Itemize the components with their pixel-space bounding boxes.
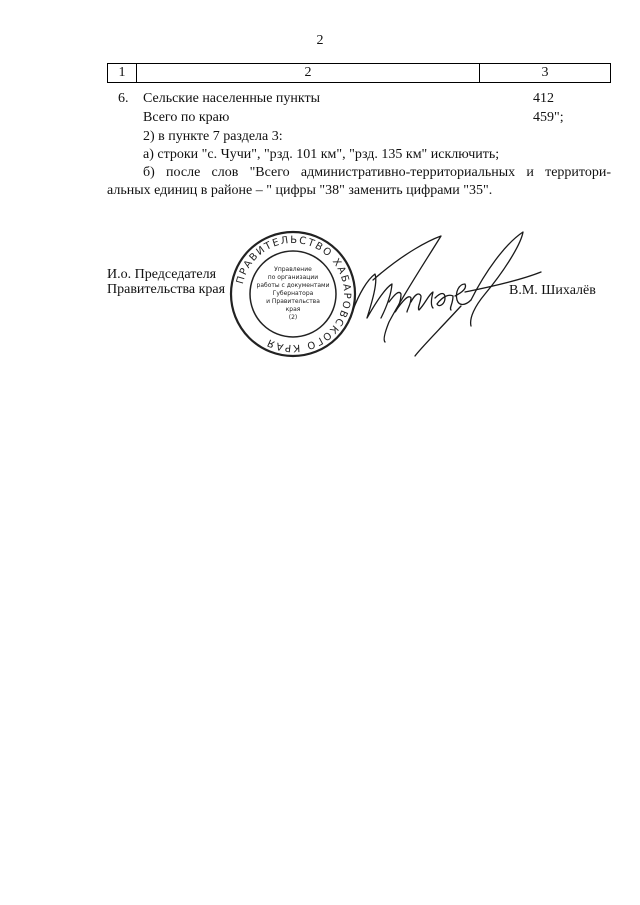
row-label: Всего по краю [143, 110, 230, 125]
column-header-2: 2 [137, 64, 480, 83]
signatory-title [107, 267, 225, 297]
official-stamp-seal [228, 229, 358, 359]
page-number: 2 [316, 33, 324, 48]
paragraph-item-2: 2) в пункте 7 раздела 3: [143, 129, 283, 144]
paragraph-item-b-line1: б) после слов "Всего административно-территориальных и территори- [143, 165, 611, 180]
paragraph-item-b-line2: альных единиц в районе – " цифры "38" заменить цифрами "35". [107, 183, 493, 198]
column-header-3: 3 [480, 64, 611, 83]
row-value: 459"; [533, 110, 564, 125]
stamp-center-text: Губернатора [272, 290, 314, 297]
signatory-name: В.М. Шихалёв [509, 283, 596, 298]
paragraph-item-a: а) строки "с. Чучи", "рзд. 101 км", "рзд. 135 км" исключить; [143, 147, 500, 162]
stamp-ring-text: ПРАВИТЕЛЬСТВО ХАБАРОВСКОГО КРАЯ [234, 234, 353, 354]
stamp-center-text: края [285, 306, 301, 313]
column-header-table [107, 63, 611, 83]
column-header-1: 1 [108, 64, 137, 83]
row-label: Сельские населенные пункты [143, 91, 321, 106]
signatory-title-line2: Правительства края [107, 282, 226, 297]
stamp-center-text: и Правительства [266, 298, 320, 305]
stamp-center-text: Управление [274, 266, 312, 273]
stamp-center-text: работы с документами [256, 282, 330, 289]
row-value: 412 [533, 91, 554, 106]
signatory-title-line1: И.о. Председателя [107, 267, 217, 282]
stamp-center-text: (2) [288, 314, 298, 321]
row-number: 6. [118, 91, 129, 106]
stamp-center-text: по организации [267, 274, 319, 281]
